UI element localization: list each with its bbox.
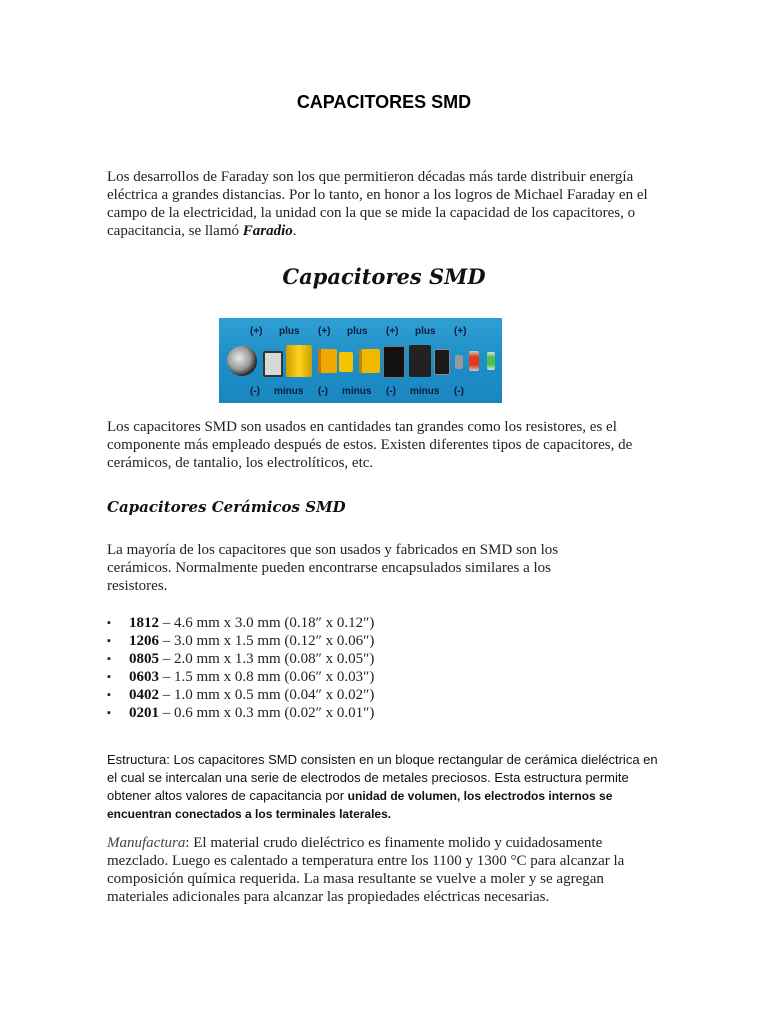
list-item <box>107 686 667 704</box>
black-capacitor-marked <box>409 345 431 377</box>
intro-text: Los desarrollos de Faraday son los que permitieron décadas más tarde distribuir energía eléctrica a grandes distancias. Por lo tanto, en honor a los logros de Michael Faraday en el campo de la electricidad, la unidad con la que se mide la capacidad de los capacitores, o capacitancia, se llamó <box>107 169 648 239</box>
ceramic-capacitor-green <box>487 352 495 370</box>
manufactura-paragraph <box>107 834 667 906</box>
photo-top-label: (+) <box>250 326 263 337</box>
tantalum-capacitor-large <box>286 345 312 377</box>
photo-bottom-label: (-) <box>250 386 260 397</box>
size-desc: – 2.0 mm x 1.3 mm (0.08″ x 0.05″) <box>159 651 375 667</box>
page-title: CAPACITORES SMD <box>296 92 472 112</box>
ceramic-capacitor-red <box>469 351 479 371</box>
size-desc: – 1.5 mm x 0.8 mm (0.06″ x 0.03″) <box>159 669 375 685</box>
black-capacitor-small <box>434 349 450 375</box>
tantalum-capacitor-yellow <box>339 352 353 372</box>
list-item <box>107 632 667 650</box>
photo-top-label: plus <box>279 326 300 337</box>
size-code: 0805 <box>129 651 159 667</box>
ceramic-paragraph: La mayoría de los capacitores que son usados y fabricados en SMD son los cerámicos. Normalmente pueden encontrarse encapsulados similares a los resistores. <box>107 542 559 594</box>
ceramic-capacitor-grey <box>455 355 463 369</box>
intro-paragraph <box>107 168 667 240</box>
faradio-term: Faradio <box>242 223 293 239</box>
photo-bottom-label: (-) <box>318 386 328 397</box>
estructura-emphasis: unidad de volumen, los electrodos internos se encuentran conectados a los terminales laterales. <box>107 789 613 821</box>
estructura-paragraph <box>107 751 667 823</box>
black-capacitor <box>383 346 405 378</box>
smd-capacitors-photo <box>219 318 502 403</box>
photo-bottom-label: (-) <box>454 386 464 397</box>
size-code: 0201 <box>129 705 159 721</box>
photo-top-label: (+) <box>454 326 467 337</box>
manufactura-label: Manufactura <box>107 835 186 851</box>
photo-bottom-label: minus <box>342 386 372 397</box>
photo-bottom-label: minus <box>410 386 440 397</box>
manufactura-text: : El material crudo dieléctrico es finamente molido y cuidadosamente mezclado. Luego es calentado a temperatura entre los 1100 y 1300 °C para alcanzar la composición química requerida. La masa resultante se vuelve a moler y se agregan materiales adicionales para alcanzar las propiedades eléctricas necesarias. <box>107 835 625 905</box>
bullet-icon: ▪ <box>107 689 111 701</box>
photo-top-label: (+) <box>318 326 331 337</box>
smd-paragraph: Los capacitores SMD son usados en cantidades tan grandes como los resistores, es el componente más empleado después de estos. Existen diferentes tipos de capacitores, de cerámicos, de tantalio, los electrolíticos, etc. <box>107 419 633 471</box>
size-desc: – 4.6 mm x 3.0 mm (0.18″ x 0.12″) <box>159 615 375 631</box>
list-item <box>107 614 667 632</box>
size-code: 0402 <box>129 687 159 703</box>
photo-bottom-label: minus <box>274 386 304 397</box>
bullet-icon: ▪ <box>107 635 111 647</box>
tantalum-capacitor-small <box>263 351 283 377</box>
list-item <box>107 650 667 668</box>
intro-end: . <box>292 223 297 239</box>
size-desc: – 1.0 mm x 0.5 mm (0.04″ x 0.02″) <box>159 687 375 703</box>
bullet-icon: ▪ <box>107 653 111 665</box>
list-item <box>107 704 667 722</box>
photo-top-label: plus <box>415 326 436 337</box>
bullet-icon: ▪ <box>107 617 111 629</box>
size-code: 1206 <box>129 633 159 649</box>
ceramic-section-title: Capacitores Cerámicos SMD <box>107 498 346 516</box>
tantalum-capacitor-orange <box>318 349 337 373</box>
size-desc: – 0.6 mm x 0.3 mm (0.02″ x 0.01″) <box>159 705 375 721</box>
photo-bottom-label: (-) <box>386 386 396 397</box>
section-title: Capacitores SMD <box>282 264 486 289</box>
photo-top-label: plus <box>347 326 368 337</box>
bullet-icon: ▪ <box>107 671 111 683</box>
tantalum-capacitor-medium <box>359 349 380 373</box>
size-desc: – 3.0 mm x 1.5 mm (0.12″ x 0.06″) <box>159 633 375 649</box>
list-item <box>107 668 667 686</box>
size-code: 0603 <box>129 669 159 685</box>
size-list <box>107 614 667 722</box>
photo-top-label: (+) <box>386 326 399 337</box>
bullet-icon: ▪ <box>107 707 111 719</box>
estructura-text: Estructura: Los capacitores SMD consisten en un bloque rectangular de cerámica dieléctrica en el cual se intercalan una serie de electrodos de metales preciosos. Esta estructura permite obtener altos valores de capacitancia por <box>107 752 658 803</box>
size-code: 1812 <box>129 615 159 631</box>
electrolytic-capacitor <box>227 346 257 376</box>
